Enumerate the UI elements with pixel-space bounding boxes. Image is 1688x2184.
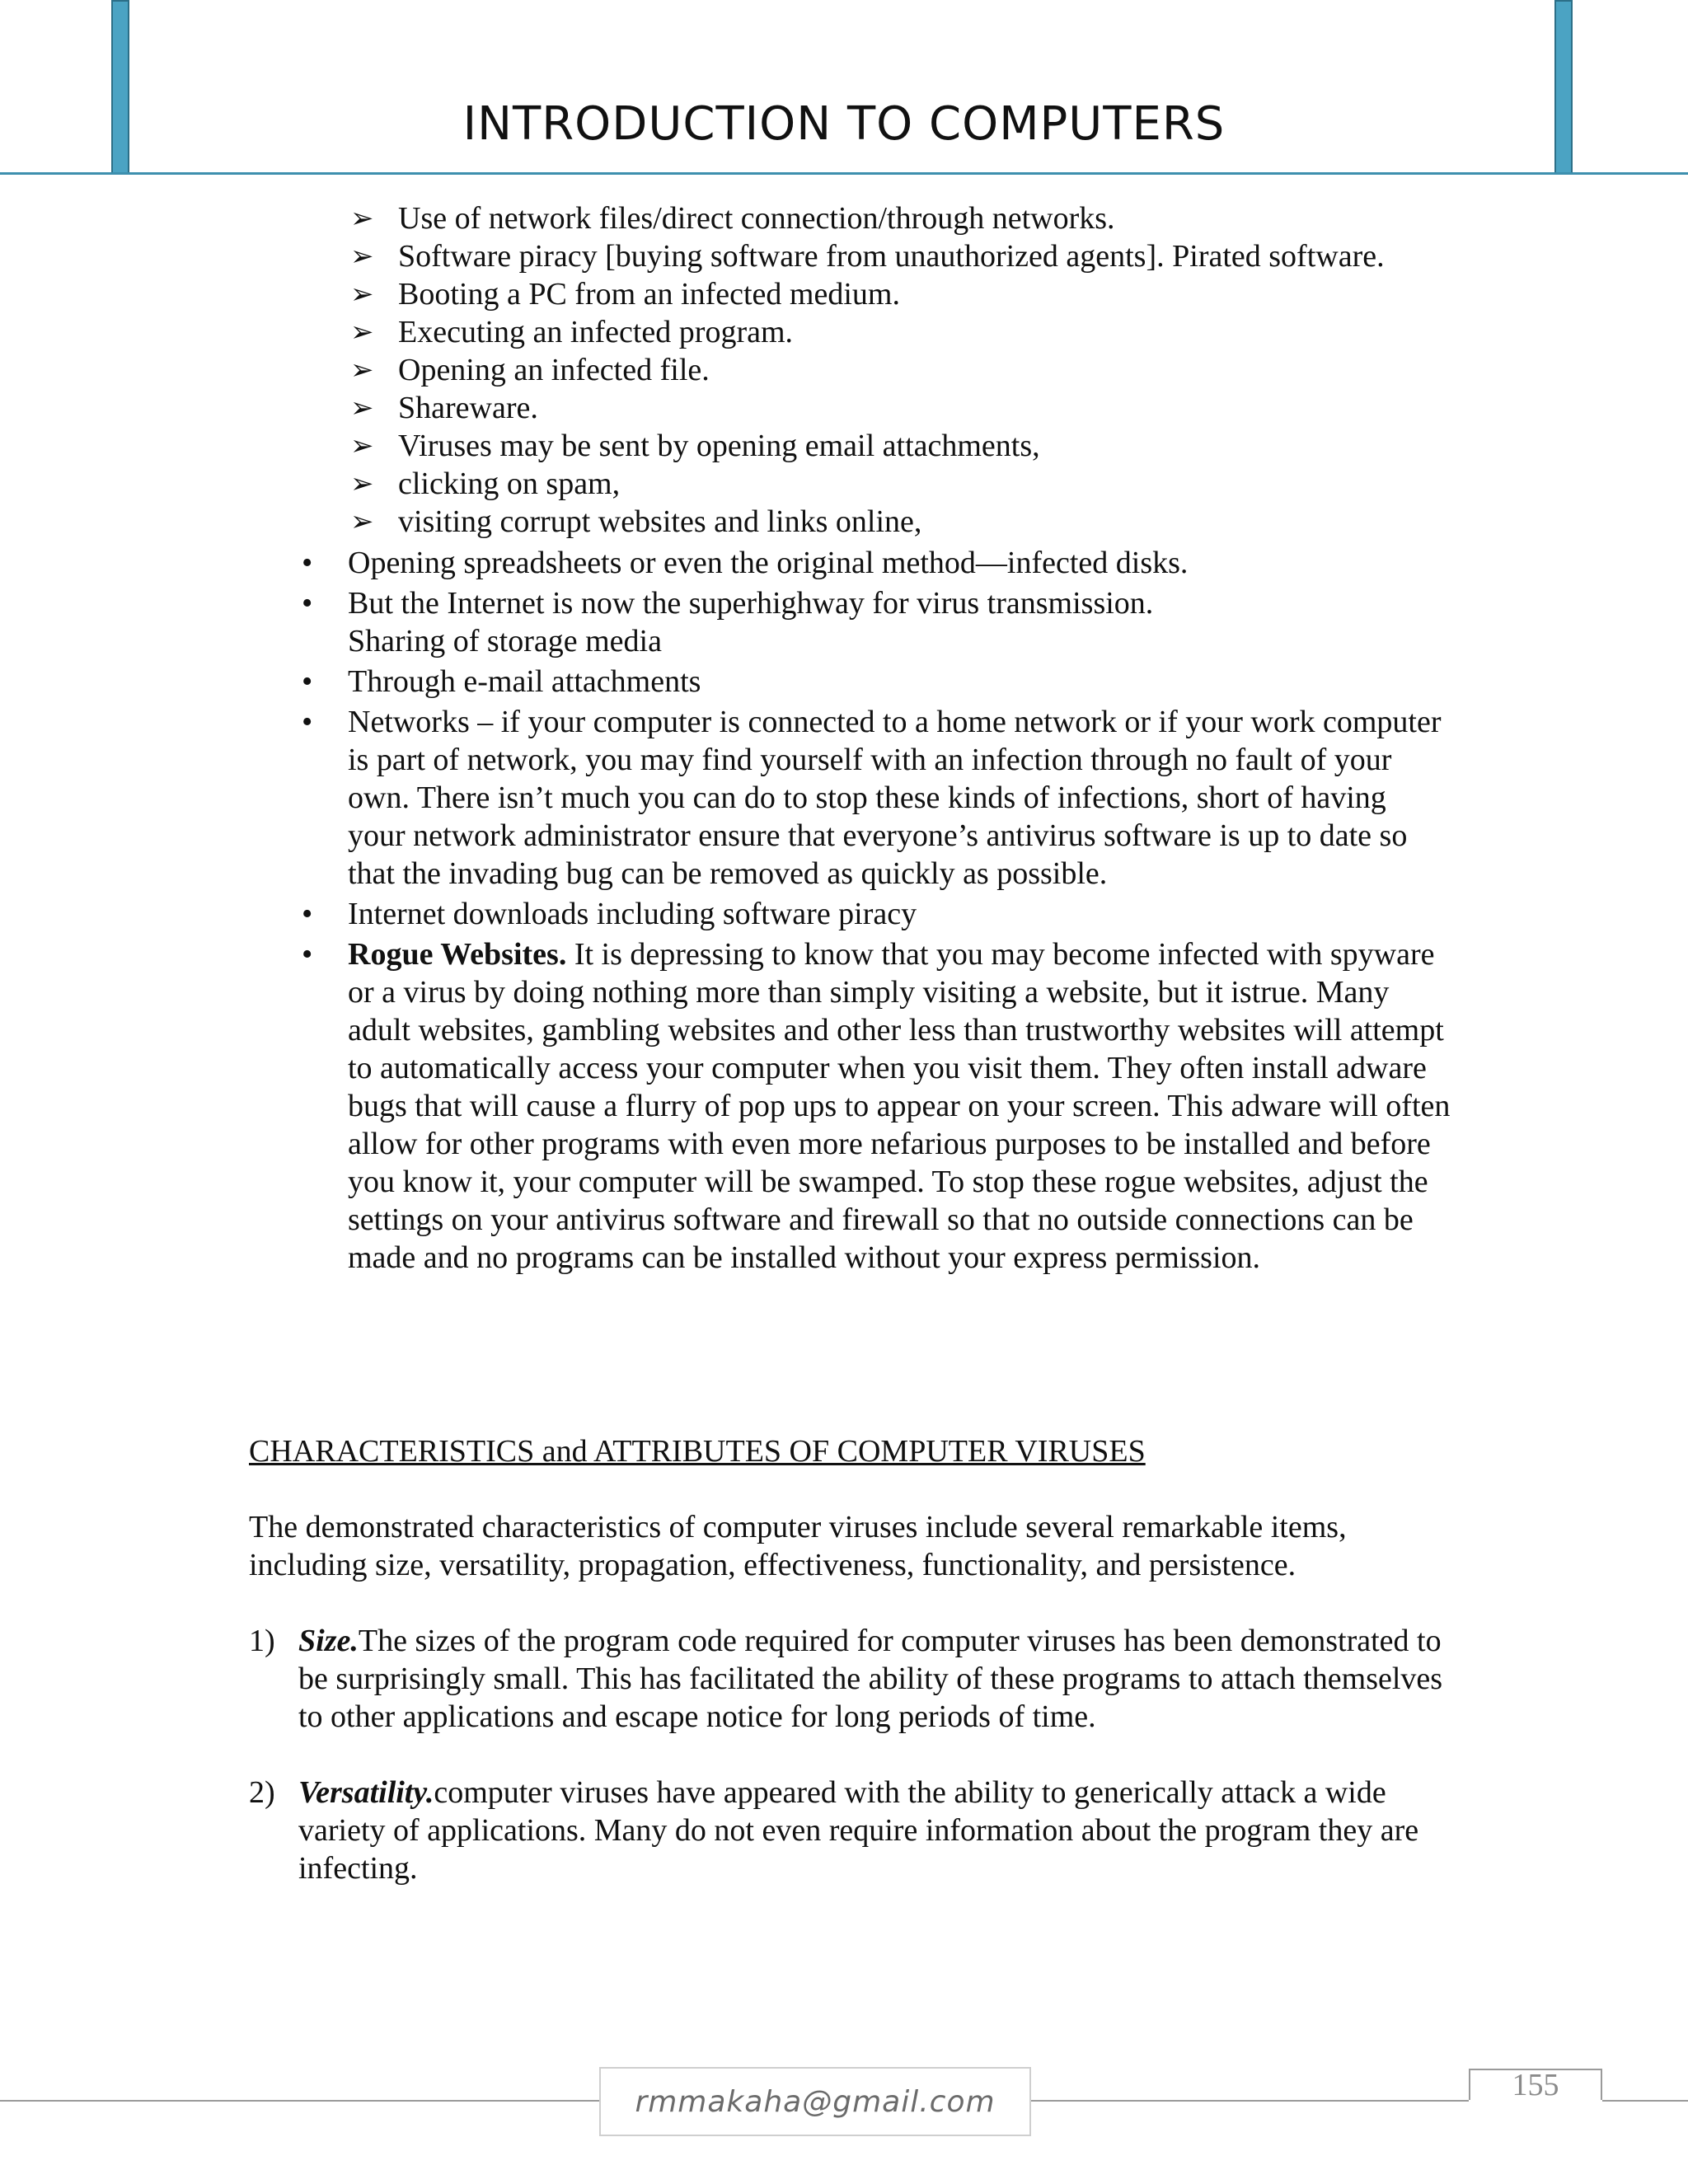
arrow-bullet-icon: ➢ xyxy=(350,202,374,235)
numbered-item xyxy=(249,1774,1469,1887)
footer-rule-left xyxy=(0,2100,599,2102)
item-text: The sizes of the program code required for computer viruses has been demonstrated to be surprisingly small. This has facilitated the ability of these programs to attach themselves to other applications and escape notice for long periods of time. xyxy=(298,1624,1443,1734)
list-item-text: Executing an infected program. xyxy=(398,315,794,349)
list-item-text: Software piracy [buying software from unauthorized agents]. Pirated software. xyxy=(398,239,1385,274)
list-item xyxy=(297,935,1451,1277)
list-item xyxy=(350,351,1504,389)
list-item xyxy=(350,237,1504,275)
list-item xyxy=(297,544,1451,582)
footer-email: rmmakaha@gmail.com xyxy=(599,2067,1031,2136)
arrow-bullet-icon: ➢ xyxy=(350,467,374,500)
bullet-icon: • xyxy=(302,546,313,580)
list-item xyxy=(297,584,1451,660)
numbered-item xyxy=(249,1622,1469,1736)
list-item-text: clicking on spam, xyxy=(398,466,621,501)
list-item xyxy=(350,465,1504,503)
list-item xyxy=(350,427,1504,465)
arrow-bullet-icon: ➢ xyxy=(350,316,374,349)
numbered-list xyxy=(249,1622,1469,1925)
list-item-text: Use of network files/direct connection/through networks. xyxy=(398,201,1115,236)
list-item xyxy=(350,503,1504,541)
item-term: Size. xyxy=(298,1624,359,1658)
item-number: 2) xyxy=(249,1775,275,1810)
arrow-bullet-icon: ➢ xyxy=(350,354,374,387)
bullet-icon: • xyxy=(302,705,313,739)
arrow-bullet-icon: ➢ xyxy=(350,391,374,424)
list-item-text: Viruses may be sent by opening email attachments, xyxy=(398,429,1040,463)
list-item-text: Through e-mail attachments xyxy=(348,664,701,699)
list-item xyxy=(350,275,1504,313)
item-term: Versatility. xyxy=(298,1775,434,1810)
page-title: INTRODUCTION TO COMPUTERS xyxy=(462,97,1226,151)
footer-rule-right xyxy=(1602,2100,1688,2102)
footer-rule-mid xyxy=(1031,2100,1469,2102)
list-item-text: Booting a PC from an infected medium. xyxy=(398,277,900,312)
list-item xyxy=(297,895,1451,933)
list-item xyxy=(350,199,1504,237)
list-item-subtext: Sharing of storage media xyxy=(348,624,662,658)
list-item xyxy=(297,663,1451,701)
list-item-body: It is depressing to know that you may become infected with spyware or a virus by doing nothing more than simply visiting a website, but it istrue. Many adult websites, gambling websites and other less than trustworthy websites will attempt to automatically access your computer when you visit them. They often install adware bugs that will cause a flurry of pop ups to appear on your screen. This adware will often allow for other programs with even more nefarious purposes to be installed and before you know it, your computer will be swamped. To stop these rogue websites, adjust the settings on your antivirus software and firewall so that no outside connections can be made and no programs can be installed without your express permission. xyxy=(348,937,1451,1275)
list-item-lead: Rogue Websites. xyxy=(348,937,567,972)
bullet-icon: • xyxy=(302,937,313,972)
arrow-list xyxy=(350,199,1504,541)
item-text: computer viruses have appeared with the ability to generically attack a wide variety of applications. Many do not even require information about the program they are infecting. xyxy=(298,1775,1419,1886)
list-item-text: Opening spreadsheets or even the original method—infected disks. xyxy=(348,546,1189,580)
section-heading: CHARACTERISTICS and ATTRIBUTES OF COMPUTER VIRUSES xyxy=(249,1434,1146,1469)
list-item-text: Internet downloads including software piracy xyxy=(348,897,917,931)
list-item-text: visiting corrupt websites and links online, xyxy=(398,504,922,539)
header-rule xyxy=(0,172,1688,175)
bullet-list xyxy=(297,544,1451,1279)
bullet-icon: • xyxy=(302,897,313,931)
arrow-bullet-icon: ➢ xyxy=(350,278,374,311)
list-item xyxy=(297,703,1451,893)
item-number: 1) xyxy=(249,1624,275,1658)
intro-paragraph: The demonstrated characteristics of computer viruses include several remarkable items, including size, versatility, propagation, effectiveness, functionality, and persistence. xyxy=(249,1510,1347,1582)
arrow-bullet-icon: ➢ xyxy=(350,429,374,462)
page-number: 155 xyxy=(1469,2069,1602,2100)
arrow-bullet-icon: ➢ xyxy=(350,240,374,273)
list-item xyxy=(350,313,1504,351)
list-item-text: Networks – if your computer is connected to a home network or if your work computer is part of network, you may find yourself with an infection through no fault of your own. There isn’t much you can do to stop these kinds of infections, short of having your network administrator ensure that everyone’s antivirus software is up to date so that the invading bug can be removed as quickly as possible. xyxy=(348,705,1442,891)
list-item-text: Shareware. xyxy=(398,391,538,425)
list-item-text: But the Internet is now the superhighway for virus transmission. xyxy=(348,586,1154,621)
list-item xyxy=(350,389,1504,427)
list-item-text: Opening an infected file. xyxy=(398,353,710,387)
bullet-icon: • xyxy=(302,586,313,621)
bullet-icon: • xyxy=(302,664,313,699)
arrow-bullet-icon: ➢ xyxy=(350,505,374,538)
list-item-text xyxy=(348,935,1451,1277)
